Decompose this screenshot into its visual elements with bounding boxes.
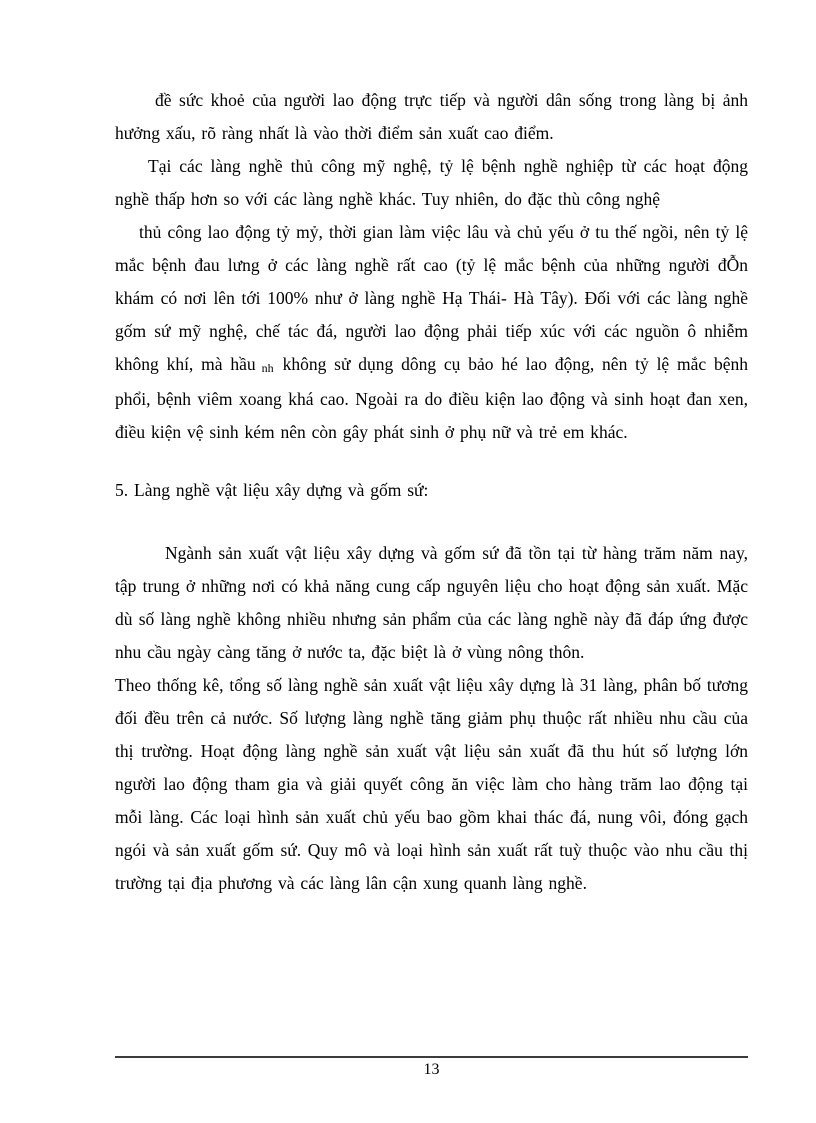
corrupted-small-text: nh [261, 361, 274, 375]
paragraph-statistics: Theo thống kê, tổng số làng nghề sản xuất vật liệu xây dựng là 31 làng, phân bố tương đối đều trên cả nước. Số lượng làng nghề tăng giảm phụ thuộc rất nhiều nhu cầu của thị trường. Hoạt động làng nghề sản xuất vật liệu sản xuất đã thu hút số lượng lớn người lao động tham gia và giải quyết công ăn việc làm cho hàng trăm lao động tại mỗi làng. Các loại hình sản xuất chủ yếu bao gồm khai thác đá, nung vôi, đóng gạch ngói và sản xuất gốm sứ. Quy mô và loại hình sản xuất rất tuỳ thuộc vào nhu cầu thị trường tại địa phương và các làng lân cận xung quanh làng nghề. [115, 675, 748, 893]
footer-rule [115, 1056, 748, 1058]
page-number: 13 [423, 1061, 440, 1078]
page-footer [115, 1056, 748, 1080]
paragraph-health-impact: đề sức khoẻ của người lao động trực tiếp và người dân sống trong làng bị ảnh hưởng xấu, rõ ràng nhất là vào thời điểm sản xuất cao điểm. [115, 90, 748, 143]
paragraph-text-segment: không sử dụng dông cụ bảo hé lao động, nên tỷ lệ mắc bệnh phổi, bệnh viêm xoang khá cao. Ngoài ra do điều kiện lao động và sinh hoạt đan xen, điều kiện vệ sinh kém nên còn gây phát sinh ở phụ nữ và trẻ em khác. [115, 354, 748, 442]
section-heading: 5. Làng nghề vật liệu xây dựng và gốm sứ: [115, 480, 429, 500]
document-body [115, 84, 748, 900]
paragraph-construction-materials-intro: Ngành sản xuất vật liệu xây dựng và gốm sứ đã tồn tại từ hàng trăm năm nay, tập trung ở những nơi có khả năng cung cấp nguyên liệu cho hoạt động sản xuất. Mặc dù số làng nghề không nhiều nhưng sản phẩm của các làng nghề này đã đáp ứng được nhu cầu ngày càng tăng ở nước ta, đặc biệt là ở vùng nông thôn. [115, 543, 748, 662]
paragraph-working-conditions [115, 216, 748, 449]
paragraph-craft-villages-disease-rate: Tại các làng nghề thủ công mỹ nghệ, tỷ lệ bệnh nghề nghiệp từ các hoạt động nghề thấp hơn so với các làng nghề khác. Tuy nhiên, do đặc thù công nghệ [115, 156, 748, 209]
paragraph-text-segment: thủ công lao động tỷ mỷ, thời gian làm việc lâu và chủ yếu ở tu thế ngồi, nên tỷ lệ mắc bệnh đau lưng ở các làng nghề rất cao (tỷ lệ mắc bệnh của những người đỖn khám có nơi lên tới 100% như ở làng nghề Hạ Thái- Hà Tây). Đối với các làng nghề gốm sứ mỹ nghệ, chế tác đá, người lao động phải tiếp xúc với các nguồn ô nhiễm không khí, mà hầu [115, 222, 748, 374]
